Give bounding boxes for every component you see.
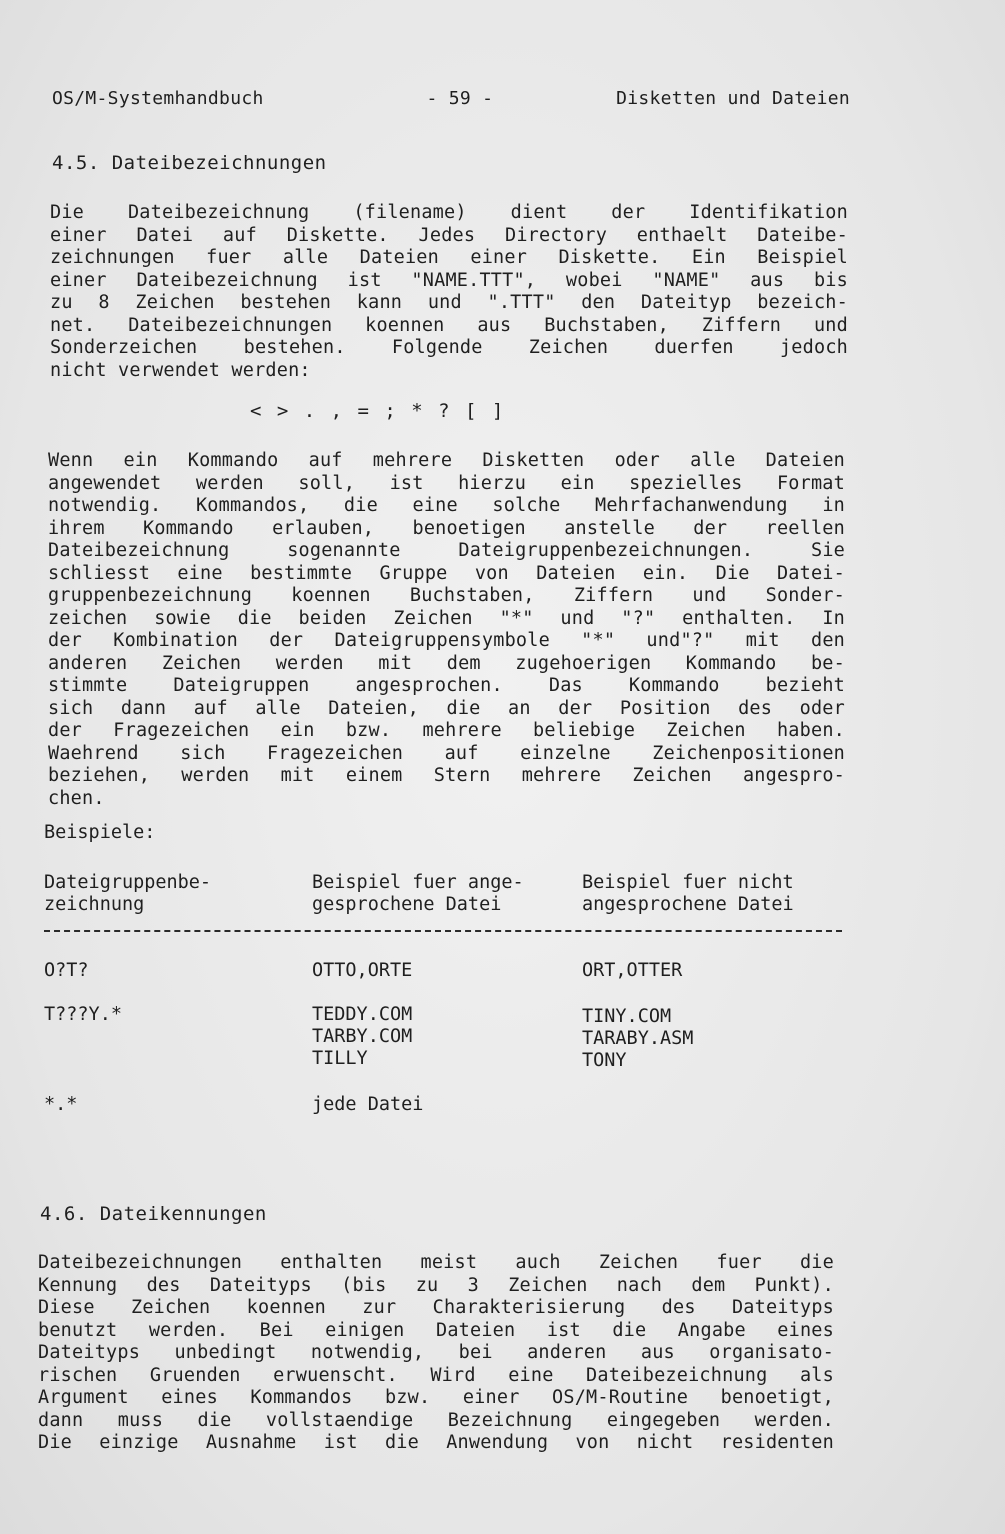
example-table-header bbox=[44, 872, 842, 916]
header-page-number: - 59 - bbox=[426, 88, 494, 109]
pattern-cell: O?T? bbox=[44, 960, 89, 981]
text-line: Argument eines Kommandos bzw. einer OS/M-Routine benoetigt, bbox=[38, 1387, 834, 1408]
text-line: beziehen, werden mit einem Stern mehrere Zeichen angespro- bbox=[48, 765, 845, 786]
examples-label: Beispiele: bbox=[44, 822, 156, 843]
pattern-cell: T???Y.* bbox=[44, 1004, 122, 1025]
text-line: Die einzige Ausnahme ist die Anwendung von nicht residenten bbox=[38, 1432, 834, 1453]
text-line: nicht verwendet werden: bbox=[50, 359, 311, 381]
text-line: Dateibezeichnung sogenannte Dateigruppenbezeichnungen. Sie bbox=[48, 540, 845, 561]
section-title-4-6: 4.6. Dateikennungen bbox=[40, 1203, 267, 1225]
pattern-cell: *.* bbox=[44, 1094, 78, 1115]
column-header-pattern: Dateigruppenbe- zeichnung bbox=[44, 872, 212, 915]
table-row bbox=[44, 1004, 842, 1072]
paragraph-file-groups bbox=[48, 450, 845, 810]
text-line: angewendet werden soll, ist hierzu ein spezielles Format bbox=[48, 472, 845, 494]
matched-cell: jede Datei bbox=[312, 1094, 424, 1115]
text-line: ihrem Kommando erlauben, benoetigen anstelle der reellen bbox=[48, 517, 845, 539]
text-line: Wenn ein Kommando auf mehrere Disketten oder alle Dateien bbox=[48, 450, 845, 471]
section-title-4-5: 4.5. Dateibezeichnungen bbox=[52, 152, 327, 174]
text-line: der Fragezeichen ein bzw. mehrere beliebige Zeichen haben. bbox=[48, 720, 845, 741]
text-line: Diese Zeichen koennen zur Charakterisierung des Dateityps bbox=[38, 1297, 834, 1318]
page-header bbox=[52, 88, 850, 109]
text-line: zeichen sowie die beiden Zeichen "*" und "?" enthalten. In bbox=[48, 607, 845, 629]
text-line: anderen Zeichen werden mit dem zugehoerigen Kommando be- bbox=[48, 652, 845, 674]
unmatched-cell: ORT,OTTER bbox=[582, 960, 683, 981]
text-line: rischen Gruenden erwuenscht. Wird eine Dateibezeichnung als bbox=[38, 1364, 834, 1386]
text-line: gruppenbezeichnung koennen Buchstaben, Ziffern und Sonder- bbox=[48, 585, 845, 606]
text-line: Die Dateibezeichnung (filename) dient der Identifikation bbox=[50, 202, 848, 223]
matched-cell: TEDDY.COM TARBY.COM TILLY bbox=[312, 1004, 413, 1069]
text-line: zeichnungen fuer alle Dateien einer Diskette. Ein Beispiel bbox=[50, 247, 848, 268]
text-line: Kennung des Dateityps (bis zu 3 Zeichen nach dem Punkt). bbox=[38, 1274, 834, 1296]
unmatched-cell: TINY.COM TARABY.ASM TONY bbox=[582, 1006, 694, 1071]
paragraph-filename-intro bbox=[50, 202, 848, 382]
text-line: schliesst eine bestimmte Gruppe von Dateien ein. Die Datei- bbox=[48, 562, 845, 584]
forbidden-characters: < > . , = ; * ? [ ] bbox=[250, 400, 506, 422]
column-header-unmatched: Beispiel fuer nicht angesprochene Datei bbox=[582, 872, 794, 915]
text-line: Waehrend sich Fragezeichen auf einzelne Zeichenpositionen bbox=[48, 742, 845, 764]
text-line: dann muss die vollstaendige Bezeichnung eingegeben werden. bbox=[38, 1409, 834, 1431]
text-line: zu 8 Zeichen bestehen kann und ".TTT" den Dateityp bezeich- bbox=[50, 292, 848, 313]
text-line: sich dann auf alle Dateien, die an der Position des oder bbox=[48, 697, 845, 719]
text-line: der Kombination der Dateigruppensymbole "*" und"?" mit den bbox=[48, 630, 845, 651]
unmatched-cell bbox=[582, 1094, 842, 1116]
column-header-matched: Beispiel fuer ange- gesprochene Datei bbox=[312, 872, 524, 915]
table-row bbox=[44, 1094, 842, 1116]
paragraph-file-type-ids bbox=[38, 1252, 834, 1455]
text-line: benutzt werden. Bei einigen Dateien ist die Angabe eines bbox=[38, 1319, 834, 1341]
text-line: Dateibezeichnungen enthalten meist auch Zeichen fuer die bbox=[38, 1252, 834, 1273]
text-line: stimmte Dateigruppen angesprochen. Das Kommando bezieht bbox=[48, 675, 845, 696]
text-line: Dateityps unbedingt notwendig, bei anderen aus organisato- bbox=[38, 1342, 834, 1363]
text-line: chen. bbox=[48, 787, 105, 809]
table-divider bbox=[44, 930, 842, 932]
text-line: einer Dateibezeichnung ist "NAME.TTT", wobei "NAME" aus bis bbox=[50, 269, 848, 291]
text-line: net. Dateibezeichnungen koennen aus Buchstaben, Ziffern und bbox=[50, 314, 848, 336]
table-row bbox=[44, 960, 842, 982]
text-line: Sonderzeichen bestehen. Folgende Zeichen duerfen jedoch bbox=[50, 337, 848, 358]
text-line: einer Datei auf Diskette. Jedes Directory enthaelt Dateibe- bbox=[50, 224, 848, 246]
matched-cell: OTTO,ORTE bbox=[312, 960, 413, 981]
header-left: OS/M-Systemhandbuch bbox=[52, 88, 264, 109]
text-line: notwendig. Kommandos, die eine solche Mehrfachanwendung in bbox=[48, 495, 845, 516]
header-right: Disketten und Dateien bbox=[616, 88, 850, 109]
